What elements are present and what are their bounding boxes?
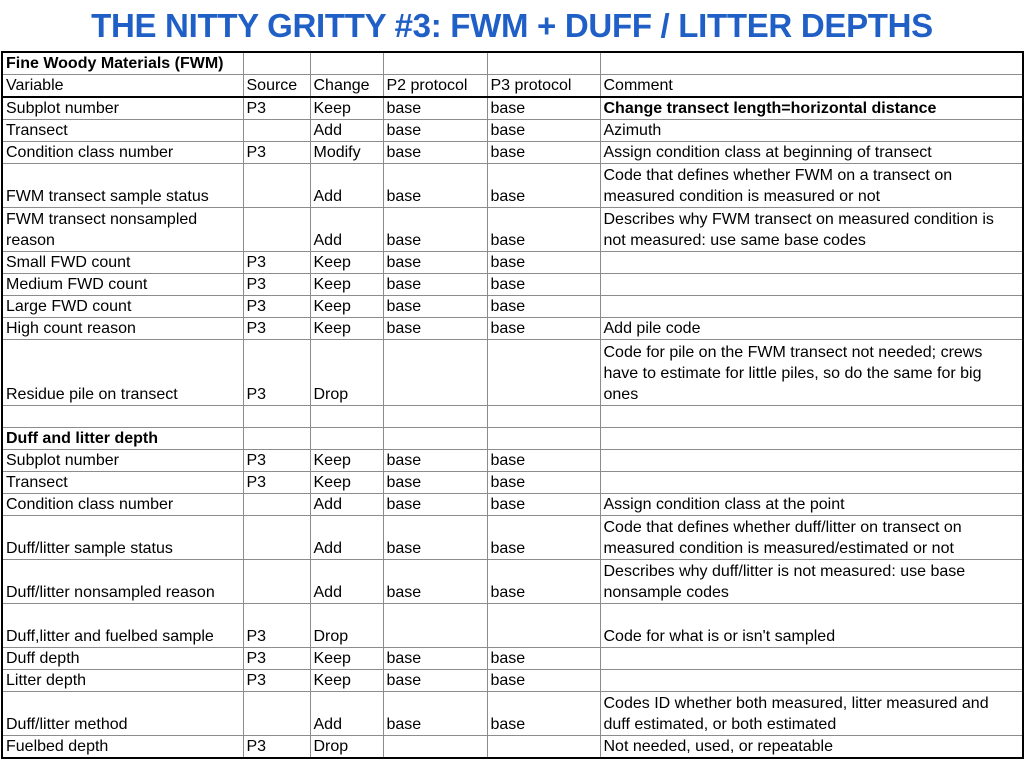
cell-p2-protocol: P2 protocol (383, 75, 487, 98)
cell-source (243, 52, 310, 75)
cell-source: Source (243, 75, 310, 98)
table-row (2, 604, 1023, 648)
cell-change: Add (310, 560, 383, 604)
cell-source: P3 (243, 296, 310, 318)
cell-p3-protocol: base (487, 142, 600, 164)
cell-change: Add (310, 516, 383, 560)
cell-change: Drop (310, 604, 383, 648)
cell-variable: Duff and litter depth (2, 428, 243, 450)
cell-variable: FWM transect sample status (2, 164, 243, 208)
table-row (2, 670, 1023, 692)
cell-p3-protocol: base (487, 97, 600, 120)
table-row (2, 648, 1023, 670)
table-row (2, 494, 1023, 516)
cell-change: Add (310, 120, 383, 142)
cell-p3-protocol: base (487, 516, 600, 560)
table-row (2, 560, 1023, 604)
cell-comment (600, 274, 1023, 296)
cell-change: Change (310, 75, 383, 98)
cell-p2-protocol: base (383, 252, 487, 274)
table-row (2, 692, 1023, 736)
cell-p2-protocol: base (383, 560, 487, 604)
table-row (2, 164, 1023, 208)
slide-title: THE NITTY GRITTY #3: FWM + DUFF / LITTER DEPTHS (91, 7, 933, 44)
cell-variable (2, 406, 243, 428)
cell-source: P3 (243, 472, 310, 494)
cell-p3-protocol: base (487, 560, 600, 604)
cell-change: Add (310, 208, 383, 252)
cell-variable: Condition class number (2, 494, 243, 516)
cell-comment: Code for pile on the FWM transect not needed; crews have to estimate for little piles, so do the same for big ones (600, 340, 1023, 406)
cell-comment: Add pile code (600, 318, 1023, 340)
cell-p3-protocol (487, 406, 600, 428)
protocol-table (1, 51, 1024, 759)
cell-comment: Azimuth (600, 120, 1023, 142)
cell-source: P3 (243, 450, 310, 472)
cell-source: P3 (243, 318, 310, 340)
table-row (2, 252, 1023, 274)
cell-p3-protocol: base (487, 252, 600, 274)
cell-comment: Assign condition class at beginning of transect (600, 142, 1023, 164)
cell-p2-protocol (383, 604, 487, 648)
cell-p3-protocol: base (487, 472, 600, 494)
cell-comment (600, 52, 1023, 75)
cell-change: Keep (310, 318, 383, 340)
cell-source: P3 (243, 274, 310, 296)
cell-p2-protocol (383, 52, 487, 75)
cell-p2-protocol: base (383, 692, 487, 736)
cell-change: Keep (310, 274, 383, 296)
cell-variable: Subplot number (2, 97, 243, 120)
cell-source (243, 692, 310, 736)
cell-p2-protocol: base (383, 274, 487, 296)
cell-comment: Assign condition class at the point (600, 494, 1023, 516)
cell-p2-protocol: base (383, 494, 487, 516)
cell-comment (600, 450, 1023, 472)
cell-change: Keep (310, 670, 383, 692)
cell-p2-protocol: base (383, 450, 487, 472)
cell-source (243, 208, 310, 252)
cell-p3-protocol: base (487, 670, 600, 692)
cell-comment (600, 406, 1023, 428)
cell-change: Keep (310, 450, 383, 472)
cell-p3-protocol (487, 604, 600, 648)
table-row (2, 516, 1023, 560)
cell-comment (600, 428, 1023, 450)
table-row (2, 472, 1023, 494)
table-row (2, 736, 1023, 759)
cell-comment (600, 296, 1023, 318)
cell-source: P3 (243, 604, 310, 648)
table-row (2, 75, 1023, 98)
cell-variable: Duff/litter nonsampled reason (2, 560, 243, 604)
cell-comment: Code that defines whether duff/litter on transect on measured condition is measured/estimated or not (600, 516, 1023, 560)
cell-comment: Code that defines whether FWM on a transect on measured condition is measured or not (600, 164, 1023, 208)
table-row (2, 208, 1023, 252)
cell-variable: Variable (2, 75, 243, 98)
table-row (2, 450, 1023, 472)
cell-comment (600, 670, 1023, 692)
cell-variable: Residue pile on transect (2, 340, 243, 406)
cell-variable: Medium FWD count (2, 274, 243, 296)
cell-comment: Codes ID whether both measured, litter measured and duff estimated, or both estimated (600, 692, 1023, 736)
cell-source (243, 560, 310, 604)
cell-change (310, 428, 383, 450)
cell-p2-protocol (383, 428, 487, 450)
table-row (2, 428, 1023, 450)
cell-change (310, 52, 383, 75)
cell-source: P3 (243, 97, 310, 120)
cell-p3-protocol: base (487, 450, 600, 472)
cell-p2-protocol: base (383, 164, 487, 208)
cell-change: Add (310, 692, 383, 736)
cell-variable: Small FWD count (2, 252, 243, 274)
table-row (2, 120, 1023, 142)
cell-p3-protocol: base (487, 296, 600, 318)
cell-p2-protocol: base (383, 208, 487, 252)
cell-source: P3 (243, 648, 310, 670)
cell-variable: High count reason (2, 318, 243, 340)
cell-change: Modify (310, 142, 383, 164)
cell-variable: Fuelbed depth (2, 736, 243, 759)
table-row (2, 142, 1023, 164)
cell-p2-protocol: base (383, 296, 487, 318)
cell-comment (600, 648, 1023, 670)
cell-change: Drop (310, 736, 383, 759)
cell-comment (600, 472, 1023, 494)
table-row (2, 296, 1023, 318)
cell-variable: Subplot number (2, 450, 243, 472)
cell-change: Keep (310, 472, 383, 494)
cell-source (243, 406, 310, 428)
cell-p3-protocol: base (487, 318, 600, 340)
table-row (2, 340, 1023, 406)
cell-variable: Transect (2, 120, 243, 142)
cell-source (243, 494, 310, 516)
cell-p2-protocol: base (383, 516, 487, 560)
table-row (2, 97, 1023, 120)
table-row (2, 406, 1023, 428)
cell-variable: Fine Woody Materials (FWM) (2, 52, 243, 75)
cell-comment: Comment (600, 75, 1023, 98)
cell-p3-protocol (487, 340, 600, 406)
cell-p3-protocol (487, 736, 600, 759)
cell-p3-protocol: base (487, 120, 600, 142)
cell-p3-protocol: P3 protocol (487, 75, 600, 98)
cell-source: P3 (243, 340, 310, 406)
cell-variable: Duff/litter method (2, 692, 243, 736)
cell-change: Drop (310, 340, 383, 406)
cell-p2-protocol: base (383, 142, 487, 164)
cell-p2-protocol: base (383, 670, 487, 692)
cell-variable: Large FWD count (2, 296, 243, 318)
cell-source (243, 428, 310, 450)
cell-source: P3 (243, 252, 310, 274)
cell-change: Add (310, 494, 383, 516)
cell-p3-protocol (487, 428, 600, 450)
cell-comment: Code for what is or isn't sampled (600, 604, 1023, 648)
cell-p2-protocol: base (383, 318, 487, 340)
cell-variable: Litter depth (2, 670, 243, 692)
cell-p2-protocol: base (383, 120, 487, 142)
cell-p2-protocol (383, 406, 487, 428)
cell-source: P3 (243, 142, 310, 164)
cell-p3-protocol: base (487, 494, 600, 516)
cell-comment: Describes why FWM transect on measured condition is not measured: use same base codes (600, 208, 1023, 252)
cell-source: P3 (243, 670, 310, 692)
cell-source (243, 516, 310, 560)
cell-change: Keep (310, 648, 383, 670)
table-row (2, 52, 1023, 75)
cell-p2-protocol: base (383, 97, 487, 120)
cell-comment: Change transect length=horizontal distance (600, 97, 1023, 120)
cell-p3-protocol (487, 52, 600, 75)
cell-comment: Describes why duff/litter is not measured: use base nonsample codes (600, 560, 1023, 604)
cell-source (243, 120, 310, 142)
cell-p2-protocol (383, 340, 487, 406)
cell-p3-protocol: base (487, 274, 600, 296)
cell-p3-protocol: base (487, 164, 600, 208)
cell-p2-protocol (383, 736, 487, 759)
cell-source (243, 164, 310, 208)
cell-source: P3 (243, 736, 310, 759)
cell-p3-protocol: base (487, 648, 600, 670)
cell-change: Keep (310, 296, 383, 318)
cell-p2-protocol: base (383, 472, 487, 494)
cell-change: Keep (310, 97, 383, 120)
cell-change: Add (310, 164, 383, 208)
cell-variable: Transect (2, 472, 243, 494)
cell-variable: Duff,litter and fuelbed sample (2, 604, 243, 648)
cell-variable: Duff/litter sample status (2, 516, 243, 560)
cell-comment: Not needed, used, or repeatable (600, 736, 1023, 759)
cell-variable: Duff depth (2, 648, 243, 670)
cell-change: Keep (310, 252, 383, 274)
cell-change (310, 406, 383, 428)
cell-variable: FWM transect nonsampled reason (2, 208, 243, 252)
cell-variable: Condition class number (2, 142, 243, 164)
cell-p3-protocol: base (487, 208, 600, 252)
cell-p3-protocol: base (487, 692, 600, 736)
table-row (2, 318, 1023, 340)
cell-comment (600, 252, 1023, 274)
cell-p2-protocol: base (383, 648, 487, 670)
table-row (2, 274, 1023, 296)
